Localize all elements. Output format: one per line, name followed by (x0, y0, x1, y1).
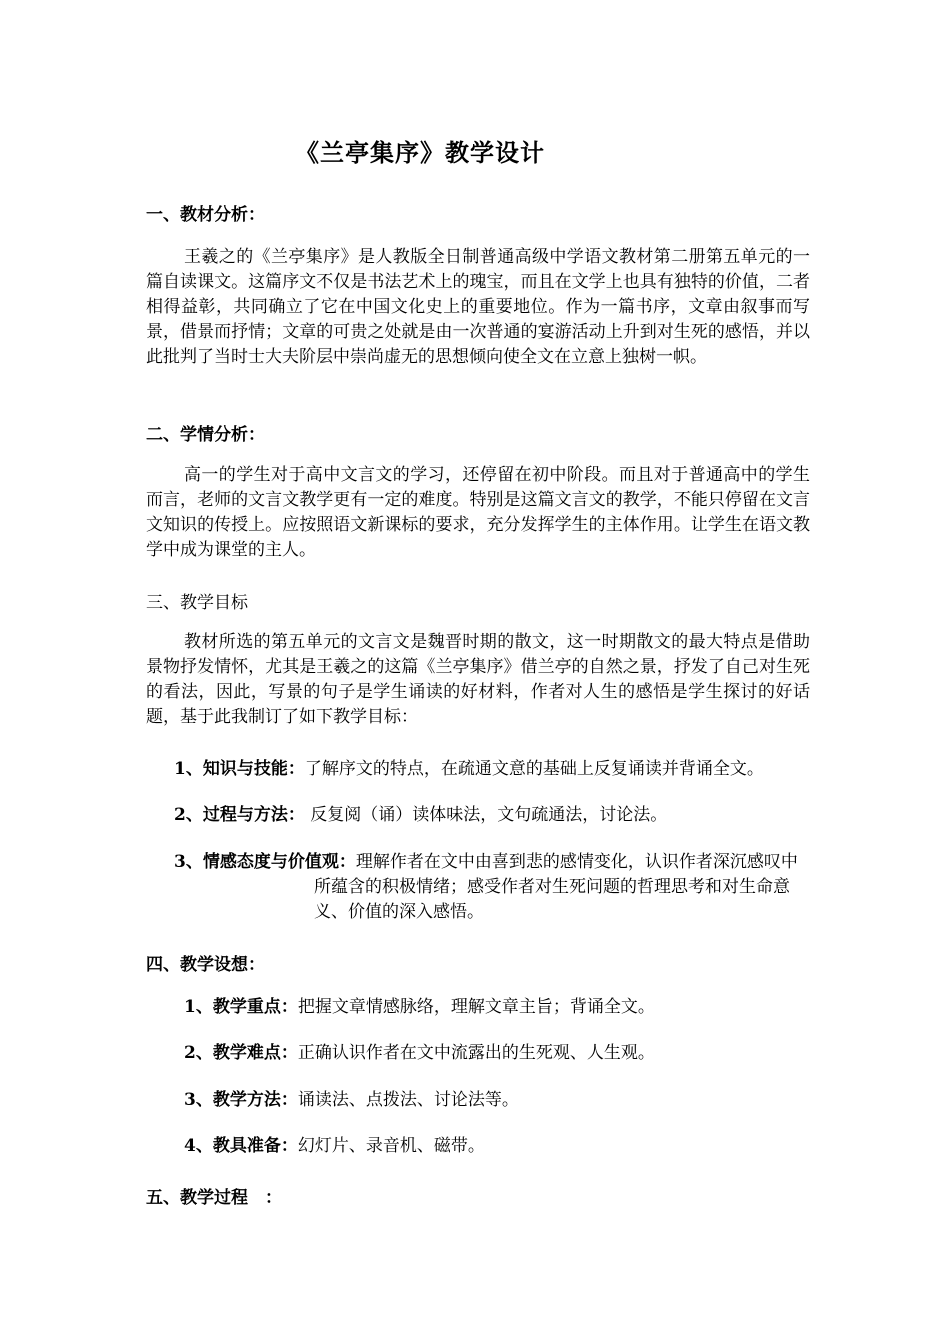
plan-item-tools (184, 1134, 824, 1159)
goal-item-text: 了解序文的特点，在疏通文意的基础上反复诵读并背诵全文。 (304, 759, 764, 779)
goal-item-label: 1、知识与技能： (174, 759, 305, 779)
plan-item-key-point (184, 995, 824, 1020)
plan-item-difficulty (184, 1041, 824, 1066)
goal-item-text: 反复阅（诵）读体味法，文句疏通法，讨论法。 (304, 805, 668, 825)
goal-item-emotion (174, 850, 814, 925)
section-heading-teaching-process: 五、教学过程 ： (146, 1188, 282, 1208)
section-heading-student-analysis: 二、学情分析： (146, 425, 265, 445)
plan-item-label: 4、教具准备： (184, 1136, 298, 1156)
document-title: 《兰亭集序》教学设计 (295, 138, 545, 167)
section-heading-teaching-plan: 四、教学设想： (146, 955, 265, 975)
goal-item-knowledge (174, 757, 814, 782)
goal-item-process (174, 803, 814, 828)
section-paragraph-teaching-goals: 教材所选的第五单元的文言文是魏晋时期的散文，这一时期散文的最大特点是借助景物抒发情怀，尤其是王羲之的这篇《兰亭集序》借兰亭的自然之景，抒发了自己对生死的看法，因此，写景的句子是学生诵读的好材料，作者对人生的感悟是学生探讨的好话题，基于此我制订了如下教学目标： (146, 632, 810, 727)
plan-item-text: 正确认识作者在文中流露出的生死观、人生观。 (297, 1043, 655, 1063)
plan-item-method (184, 1088, 824, 1113)
section-heading-textbook-analysis: 一、教材分析： (146, 205, 265, 225)
plan-item-text: 诵读法、点拨法、讨论法等。 (297, 1090, 519, 1110)
section-paragraph-student-analysis: 高一的学生对于高中文言文的学习，还停留在初中阶段。而且对于普通高中的学生而言，老师的文言文教学更有一定的难度。特别是这篇文言文的教学，不能只停留在文言文知识的传授上。应按照语文新课标的要求，充分发挥学生的主体作用。让学生在语文教学中成为课堂的主人。 (146, 465, 810, 560)
goal-item-text: 理解作者在文中由喜到悲的感情变化，认识作者深沉感叹中所蕴含的积极情绪；感受作者对生死问题的哲理思考和对生命意义、价值的深入感悟。 (314, 852, 798, 922)
plan-item-label: 1、教学重点： (184, 997, 298, 1017)
section-heading-teaching-goals: 三、教学目标 (146, 593, 248, 613)
plan-item-text: 把握文章情感脉络，理解文章主旨；背诵全文。 (297, 997, 655, 1017)
plan-item-label: 3、教学方法： (184, 1090, 298, 1110)
goal-item-label: 3、情感态度与价值观： (174, 852, 356, 872)
section-paragraph-textbook-analysis: 王羲之的《兰亭集序》是人教版全日制普通高级中学语文教材第二册第五单元的一篇自读课文。这篇序文不仅是书法艺术上的瑰宝，而且在文学上也具有独特的价值，二者相得益彰，共同确立了它在中国文化史上的重要地位。作为一篇书序，文章由叙事而写景，借景而抒情；文章的可贵之处就是由一次普通的宴游活动上升到对生死的感悟，并以此批判了当时士大夫阶层中崇尚虚无的思想倾向使全文在立意上独树一帜。 (146, 247, 810, 367)
goal-item-label: 2、过程与方法： (174, 805, 305, 825)
plan-item-label: 2、教学难点： (184, 1043, 298, 1063)
plan-item-text: 幻灯片、录音机、磁带。 (297, 1136, 485, 1156)
